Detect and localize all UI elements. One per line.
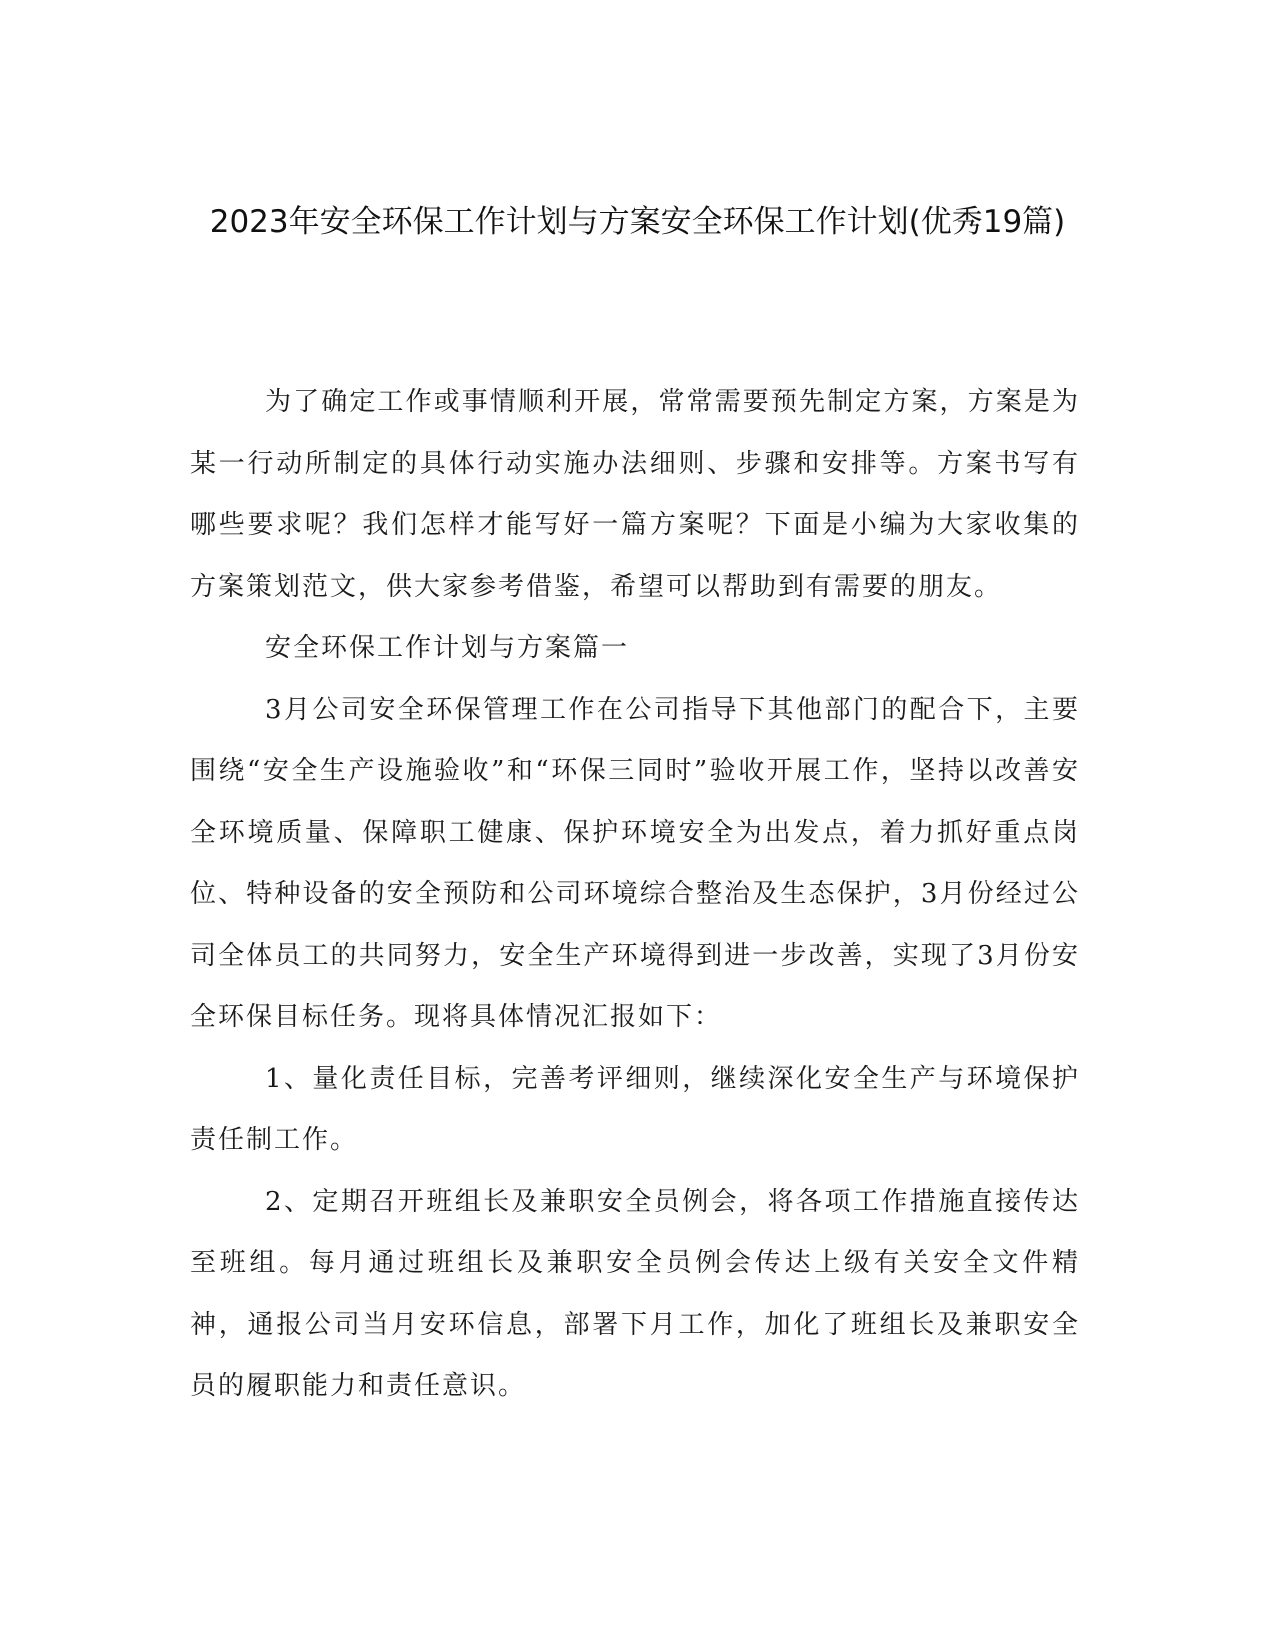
document-body xyxy=(190,372,1080,1418)
item-paragraph-1: 1、量化责任目标，完善考评细则，继续深化安全生产与环境保护责任制工作。 xyxy=(190,1063,1080,1155)
report-paragraph: 3月公司安全环保管理工作在公司指导下其他部门的配合下，主要围绕“安全生产设施验收”和“环保三同时”验收开展工作，坚持以改善安全环境质量、保障职工健康、保护环境安全为出发点，着力抓好重点岗位、特种设备的安全预防和公司环境综合整治及生态保护，3月份经过公司全体员工的共同努力，安全生产环境得到进一步改善，实现了3月份安全环保目标任务。现将具体情况汇报如下： xyxy=(190,694,1080,1032)
intro-paragraph: 为了确定工作或事情顺利开展，常常需要预先制定方案，方案是为某一行动所制定的具体行动实施办法细则、步骤和安排等。方案书写有哪些要求呢？我们怎样才能写好一篇方案呢？下面是小编为大家收集的方案策划范文，供大家参考借鉴，希望可以帮助到有需要的朋友。 xyxy=(190,387,1080,602)
document-title: 2023年安全环保工作计划与方案安全环保工作计划(优秀19篇) xyxy=(209,204,1066,240)
item-paragraph-2: 2、定期召开班组长及兼职安全员例会，将各项工作措施直接传达至班组。每月通过班组长及兼职安全员例会传达上级有关安全文件精神，通报公司当月安环信息，部署下月工作，加化了班组长及兼职安全员的履职能力和责任意识。 xyxy=(190,1186,1080,1401)
section-heading: 安全环保工作计划与方案篇一 xyxy=(265,633,630,663)
